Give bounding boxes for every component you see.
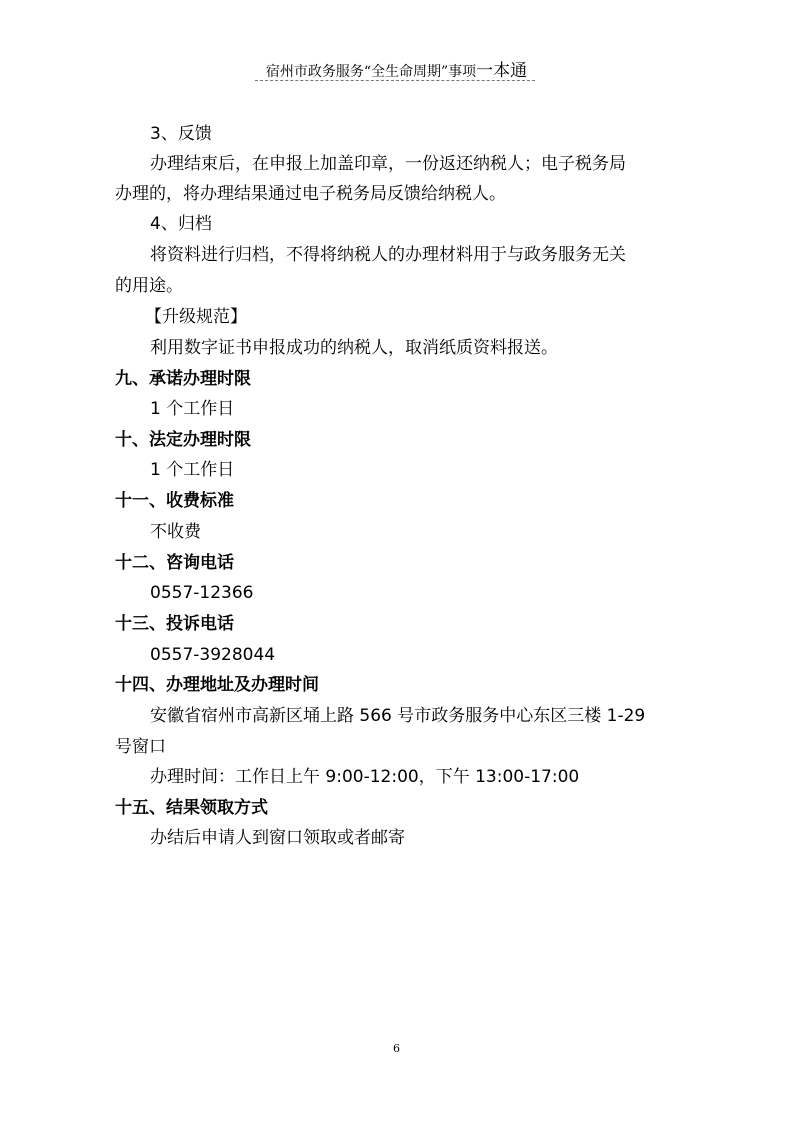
header-title-suffix: 一本通 (476, 61, 528, 81)
section-11-value: 不收费 (150, 522, 201, 542)
section-15-title: 十五、结果领取方式 (115, 798, 268, 818)
section-15-value: 办结后申请人到窗口领取或者邮寄 (150, 828, 405, 848)
feedback-paragraph-line-1: 办理结束后，在申报上加盖印章，一份返还纳税人；电子税务局 (150, 154, 626, 174)
section-11-title: 十一、收费标准 (115, 491, 234, 511)
upgrade-heading: 【升级规范】 (145, 307, 247, 327)
header-title: 宿州市政务服务“全生命周期”事项 (265, 64, 477, 80)
archive-paragraph-line-1: 将资料进行归档，不得将纳税人的办理材料用于与政务服务无关 (150, 245, 626, 265)
archive-paragraph-line-2: 的用途。 (115, 276, 183, 296)
section-13-title: 十三、投诉电话 (115, 614, 234, 634)
page-number: 6 (393, 1042, 400, 1055)
complaint-phone: 0557-3928044 (150, 645, 276, 665)
office-hours: 办理时间：工作日上午 9:00-12:00，下午 13:00-17:00 (150, 767, 580, 787)
address-line-2: 号窗口 (115, 737, 166, 757)
archive-heading: 4、归档 (150, 214, 212, 234)
section-14-title: 十四、办理地址及办理时间 (115, 675, 319, 695)
address-line-1: 安徽省宿州市高新区埇上路 566 号市政务服务中心东区三楼 1-29 (150, 706, 646, 726)
section-10-value: 1 个工作日 (150, 460, 235, 480)
section-9-value: 1 个工作日 (150, 399, 235, 419)
page-header (0, 56, 793, 81)
header-divider (255, 80, 535, 81)
feedback-paragraph-line-2: 办理的，将办理结果通过电子税务局反馈给纳税人。 (115, 184, 506, 204)
consult-phone: 0557-12366 (150, 583, 254, 603)
section-10-title: 十、法定办理时限 (115, 430, 251, 450)
section-9-title: 九、承诺办理时限 (115, 369, 251, 389)
upgrade-paragraph: 利用数字证书申报成功的纳税人，取消纸质资料报送。 (150, 338, 558, 358)
feedback-heading: 3、反馈 (150, 124, 212, 144)
section-12-title: 十二、咨询电话 (115, 553, 234, 573)
